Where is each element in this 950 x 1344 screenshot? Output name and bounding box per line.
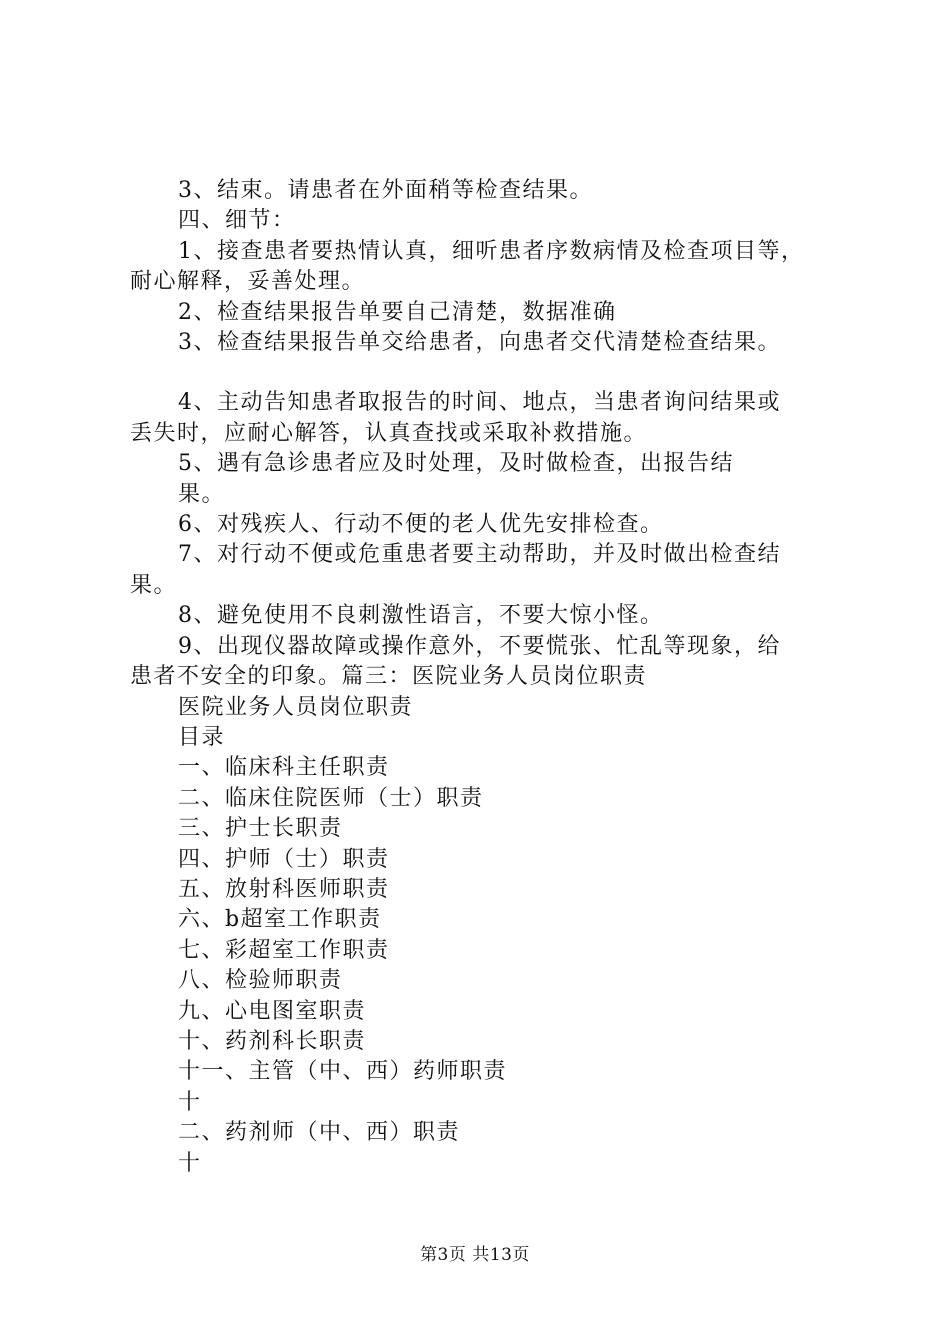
toc-item: 三、护士长职责	[178, 816, 343, 842]
toc-item: 二、临床住院医师（士）职责	[178, 785, 484, 811]
page-number-footer: 第3页 共13页	[420, 1245, 530, 1265]
document-body	[130, 176, 850, 1179]
text-line: 6、对残疾人、行动不便的老人优先安排检查。	[178, 512, 664, 538]
toc-item: 十一、主管（中、西）药师职责	[178, 1059, 508, 1085]
toc-item: 十	[178, 1150, 202, 1176]
toc-item: 四、护师（士）职责	[178, 846, 390, 872]
text-line: 3、检查结果报告单交给患者，向患者交代清楚检查结果。	[178, 330, 781, 356]
document-title: 医院业务人员岗位职责	[178, 694, 414, 720]
toc-item: 九、心电图室职责	[178, 998, 367, 1024]
text-line: 丢失时，应耐心解答，认真查找或采取补救措施。	[130, 420, 648, 446]
toc-item: 八、检验师职责	[178, 968, 343, 994]
text-line: 5、遇有急诊患者应及时处理，及时做检查，出报告结	[178, 451, 734, 477]
text-line: 8、避免使用不良刺激性语言，不要大惊小怪。	[178, 603, 664, 629]
section-heading: 四、细节：	[178, 208, 296, 234]
toc-heading: 目录	[178, 724, 226, 750]
text-line: 7、对行动不便或危重患者要主动帮助，并及时做出检查结	[178, 542, 781, 568]
toc-item: 十、药剂科长职责	[178, 1028, 367, 1054]
toc-item: 六、b超室工作职责	[178, 907, 382, 933]
toc-item: 五、放射科医师职责	[178, 876, 390, 902]
text-line: 果。	[178, 481, 226, 507]
text-line: 3、结束。请患者在外面稍等检查结果。	[178, 178, 593, 203]
text-line: 1、接查患者要热情认真，细听患者序数病情及检查项目等，	[178, 238, 805, 264]
text-line: 果。	[130, 572, 178, 598]
paragraph-gap	[130, 358, 850, 388]
text-line: 耐心解释，妥善处理。	[130, 269, 366, 295]
toc-item: 二、药剂师（中、西）职责	[178, 1120, 461, 1146]
toc-item: 七、彩超室工作职责	[178, 937, 390, 963]
toc-item: 十	[178, 1089, 202, 1115]
text-line: 9、出现仪器故障或操作意外，不要慌张、忙乱等现象，给	[178, 633, 781, 659]
toc-item: 一、临床科主任职责	[178, 755, 390, 781]
text-line: 2、检查结果报告单要自己清楚，数据准确	[178, 299, 617, 325]
text-line: 4、主动告知患者取报告的时间、地点，当患者询问结果或	[178, 390, 781, 416]
text-line: 患者不安全的印象。篇三：医院业务人员岗位职责	[130, 664, 648, 690]
